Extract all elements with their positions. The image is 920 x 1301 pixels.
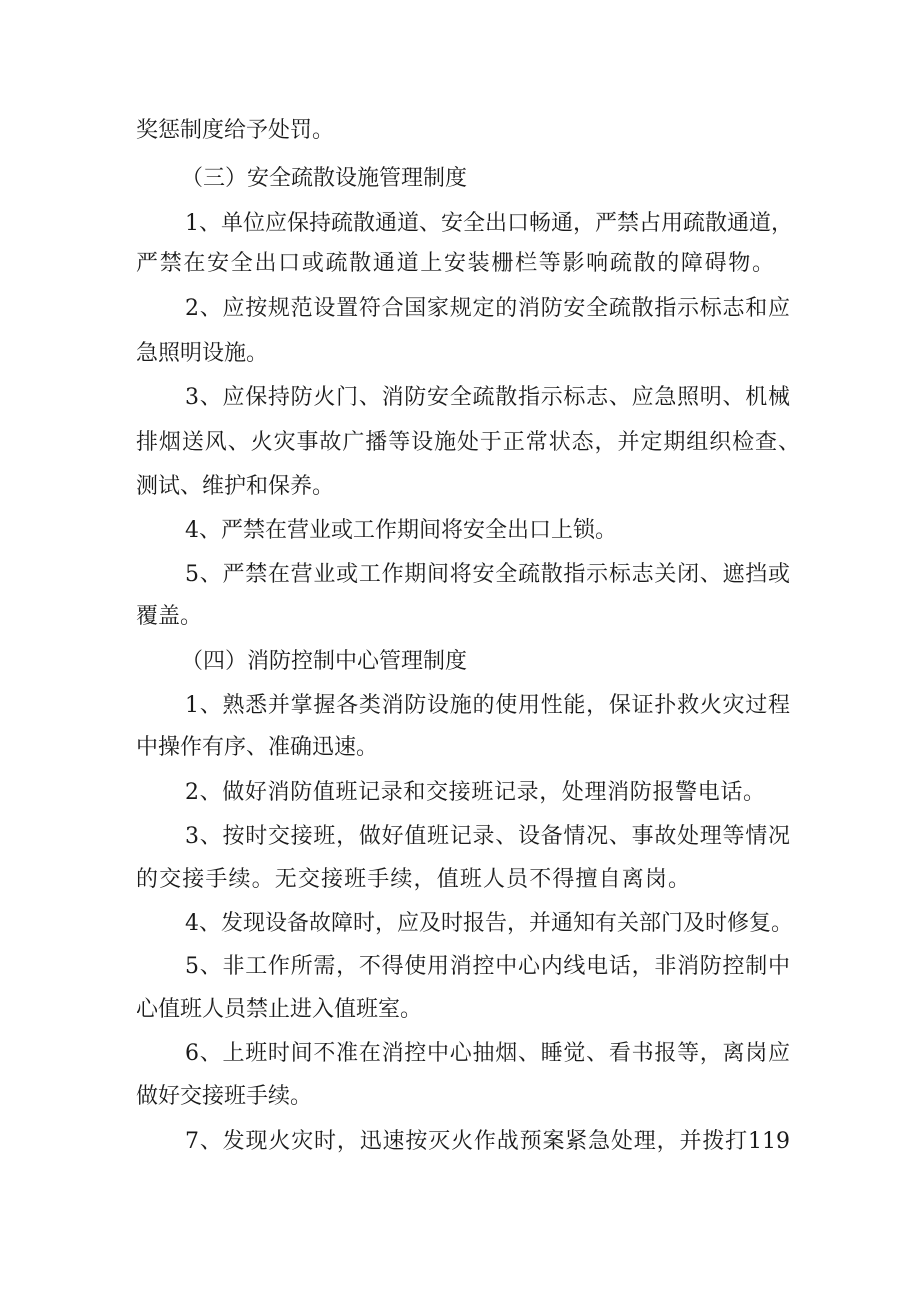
line-text: 1、单位应保持疏散通道、安全出口畅通，严禁占用疏散通道， [185, 211, 793, 236]
line-text: 做好交接班手续。 [136, 1084, 313, 1109]
text-line [0, 244, 920, 284]
text-line [0, 990, 920, 1030]
text-line [0, 817, 920, 857]
line-text: （三）安全疏散设施管理制度 [181, 166, 468, 191]
line-text: 的交接手续。无交接班手续，值班人员不得擅自离岗。 [136, 867, 690, 892]
line-text: 测试、维护和保养。 [136, 474, 335, 499]
line-text: 4、严禁在营业或工作期间将安全出口上锁。 [185, 518, 617, 543]
text-line [0, 334, 920, 374]
text-line [0, 378, 920, 418]
text-line [0, 204, 920, 244]
text-line [0, 947, 920, 987]
text-line [0, 555, 920, 595]
text-line [0, 423, 920, 463]
text-line [0, 1077, 920, 1117]
line-text: 奖惩制度给予处罚。 [136, 118, 335, 143]
line-text: 覆盖。 [136, 604, 203, 629]
text-line [0, 860, 920, 900]
text-line [0, 111, 920, 151]
line-text: 6、上班时间不准在消控中心抽烟、睡觉、看书报等，离岗应 [185, 1041, 790, 1066]
line-text: 7、发现火灾时，迅速按灭火作战预案紧急处理，并拨打119 [185, 1129, 790, 1154]
text-line [0, 1034, 920, 1074]
text-line [0, 511, 920, 551]
text-line [0, 686, 920, 726]
line-text: 严禁在安全出口或疏散通道上安装栅栏等影响疏散的障碍物。 [136, 251, 774, 276]
line-text: 排烟送风、火灾事故广播等设施处于正常状态，并定期组织检查、 [136, 430, 800, 455]
section-heading [0, 159, 920, 199]
text-line [0, 1122, 920, 1162]
text-line [0, 728, 920, 768]
line-text: 4、发现设备故障时，应及时报告，并通知有关部门及时修复。 [185, 911, 793, 936]
text-line [0, 773, 920, 813]
line-text: 2、应按规范设置符合国家规定的消防安全疏散指示标志和应 [185, 296, 790, 321]
line-text: 1、熟悉并掌握各类消防设施的使用性能，保证扑救火灾过程 [185, 693, 790, 718]
line-text: 5、非工作所需，不得使用消控中心内线电话，非消防控制中 [185, 954, 790, 979]
line-text: 3、按时交接班，做好值班记录、设备情况、事故处理等情况 [185, 824, 790, 849]
text-line [0, 467, 920, 507]
text-line [0, 289, 920, 329]
line-text: 5、严禁在营业或工作期间将安全疏散指示标志关闭、遮挡或 [185, 562, 790, 587]
line-text: 3、应保持防火门、消防安全疏散指示标志、应急照明、机械 [185, 385, 790, 410]
text-line [0, 904, 920, 944]
line-text: （四）消防控制中心管理制度 [181, 649, 468, 674]
line-text: 心值班人员禁止进入值班室。 [136, 997, 423, 1022]
line-text: 急照明设施。 [136, 341, 269, 366]
section-heading [0, 642, 920, 682]
line-text: 中操作有序、准确迅速。 [136, 735, 379, 760]
line-text: 2、做好消防值班记录和交接班记录，处理消防报警电话。 [185, 780, 765, 805]
text-line [0, 597, 920, 637]
